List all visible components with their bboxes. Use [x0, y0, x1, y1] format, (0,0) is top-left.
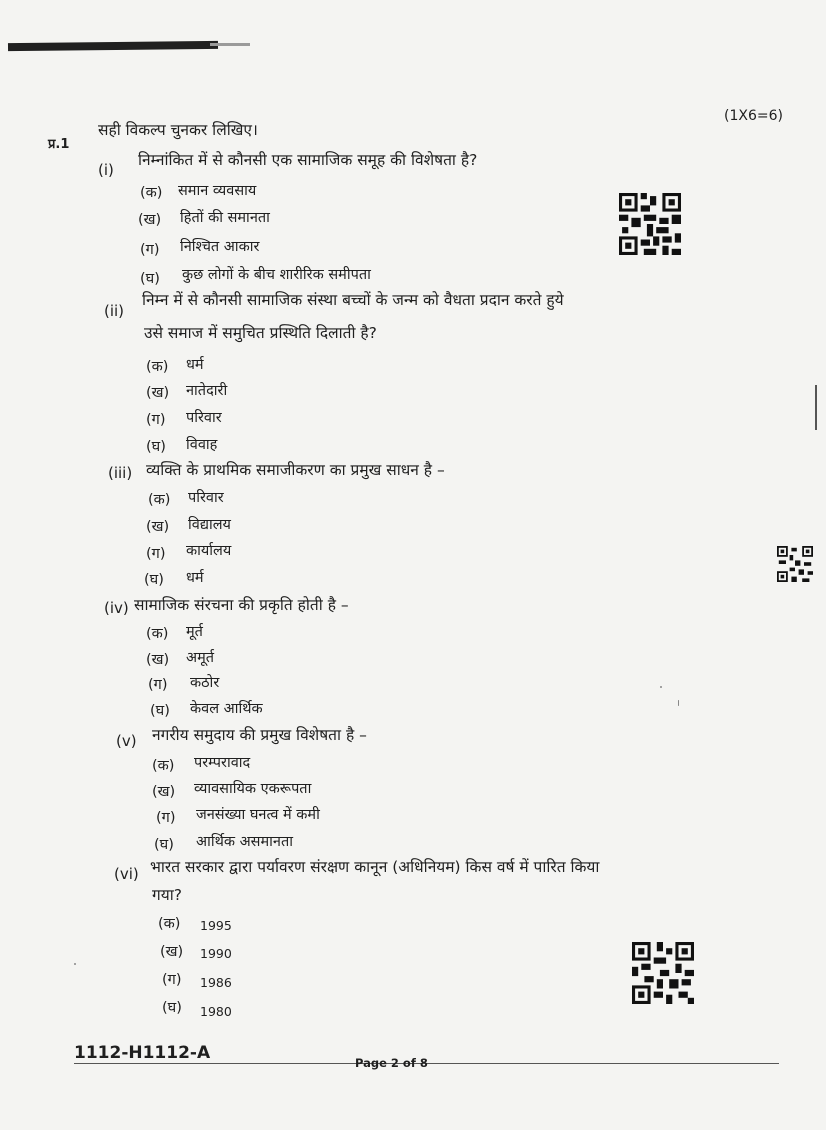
- option-text: कार्यालय: [186, 543, 232, 559]
- option-label: (क): [152, 758, 175, 774]
- scan-edge-mark: [815, 385, 817, 430]
- option-label: (घ): [146, 439, 166, 455]
- option-text: परिवार: [186, 410, 222, 426]
- qr-code-icon: [632, 942, 694, 1004]
- item-question: निम्नांकित में से कौनसी एक सामाजिक समूह की विशेषता है?: [138, 151, 478, 169]
- option-label: (क): [146, 359, 169, 375]
- option-label: (ख): [160, 944, 184, 960]
- option-label: (ग): [146, 412, 166, 428]
- option-text: कुछ लोगों के बीच शारीरिक समीपता: [182, 267, 371, 283]
- option-label: (ग): [146, 546, 166, 562]
- option-text: विद्यालय: [188, 517, 231, 533]
- option-label: (ख): [146, 652, 170, 668]
- option-text: 1986: [200, 975, 232, 990]
- option-text: आर्थिक असमानता: [196, 834, 293, 850]
- top-border-fade: [210, 43, 250, 46]
- option-text: परिवार: [188, 490, 224, 506]
- item-question: व्यक्ति के प्राथमिक समाजीकरण का प्रमुख साधन है –: [146, 461, 445, 479]
- item-number: (vi): [114, 865, 139, 883]
- item-question: नगरीय समुदाय की प्रमुख विशेषता है –: [152, 726, 367, 744]
- option-text: अमूर्त: [186, 650, 215, 666]
- option-label: (घ): [140, 271, 160, 287]
- option-label: (क): [158, 916, 181, 932]
- option-text: 1990: [200, 946, 232, 961]
- option-text: परम्परावाद: [194, 755, 251, 771]
- scan-speck: [74, 963, 76, 965]
- option-label: (ख): [138, 212, 162, 228]
- scan-speck: [660, 686, 662, 688]
- option-label: (क): [140, 185, 163, 201]
- item-question: सामाजिक संरचना की प्रकृति होती है –: [134, 596, 349, 614]
- option-label: (ग): [156, 810, 176, 826]
- item-question-cont: उसे समाज में समुचित प्रस्थिति दिलाती है?: [144, 324, 377, 342]
- option-label: (ग): [148, 677, 168, 693]
- option-label: (ख): [152, 784, 176, 800]
- option-label: (ख): [146, 385, 170, 401]
- item-number: (ii): [104, 302, 125, 320]
- item-number: (i): [98, 161, 114, 179]
- option-text: 1980: [200, 1004, 232, 1019]
- option-text: केवल आर्थिक: [190, 701, 263, 717]
- option-label: (घ): [162, 1000, 182, 1016]
- item-number: (iv): [104, 599, 129, 617]
- option-text: कठोर: [190, 675, 220, 691]
- question-instruction: सही विकल्प चुनकर लिखिए।: [98, 121, 258, 139]
- qr-code-icon: [776, 546, 814, 582]
- item-question-cont: गया?: [152, 886, 182, 904]
- marks-allocation: (1X6=6): [724, 108, 783, 124]
- option-text: विवाह: [186, 437, 218, 453]
- option-text: मूर्त: [186, 624, 203, 640]
- page-number: Page 2 of 8: [355, 1056, 428, 1070]
- qr-code-icon: [618, 193, 682, 255]
- option-label: (घ): [150, 703, 170, 719]
- scan-speck: [678, 700, 679, 706]
- option-text: धर्म: [186, 570, 204, 586]
- option-text: समान व्यवसाय: [178, 183, 257, 199]
- option-text: व्यावसायिक एकरूपता: [194, 781, 312, 797]
- option-label: (घ): [154, 837, 174, 853]
- question-number: प्र.1: [48, 137, 70, 152]
- item-question: भारत सरकार द्वारा पर्यावरण संरक्षण कानून (अधिनियम) किस वर्ष में पारित किया: [150, 858, 600, 876]
- item-question: निम्न में से कौनसी सामाजिक संस्था बच्चों के जन्म को वैधता प्रदान करते हुये: [142, 291, 564, 309]
- option-label: (क): [146, 626, 169, 642]
- option-text: धर्म: [186, 357, 204, 373]
- option-label: (घ): [144, 572, 164, 588]
- item-number: (v): [116, 732, 137, 750]
- item-number: (iii): [108, 464, 133, 482]
- option-label: (ख): [146, 519, 170, 535]
- option-label: (ग): [140, 242, 160, 258]
- option-label: (क): [148, 492, 171, 508]
- option-label: (ग): [162, 972, 182, 988]
- option-text: 1995: [200, 918, 232, 933]
- top-border-mark: [8, 41, 218, 51]
- option-text: नातेदारी: [186, 383, 228, 399]
- option-text: निश्चित आकार: [180, 239, 260, 255]
- paper-code: 1112-H1112-A: [74, 1043, 211, 1063]
- option-text: हितों की समानता: [180, 210, 270, 226]
- option-text: जनसंख्या घनत्व में कमी: [196, 807, 320, 823]
